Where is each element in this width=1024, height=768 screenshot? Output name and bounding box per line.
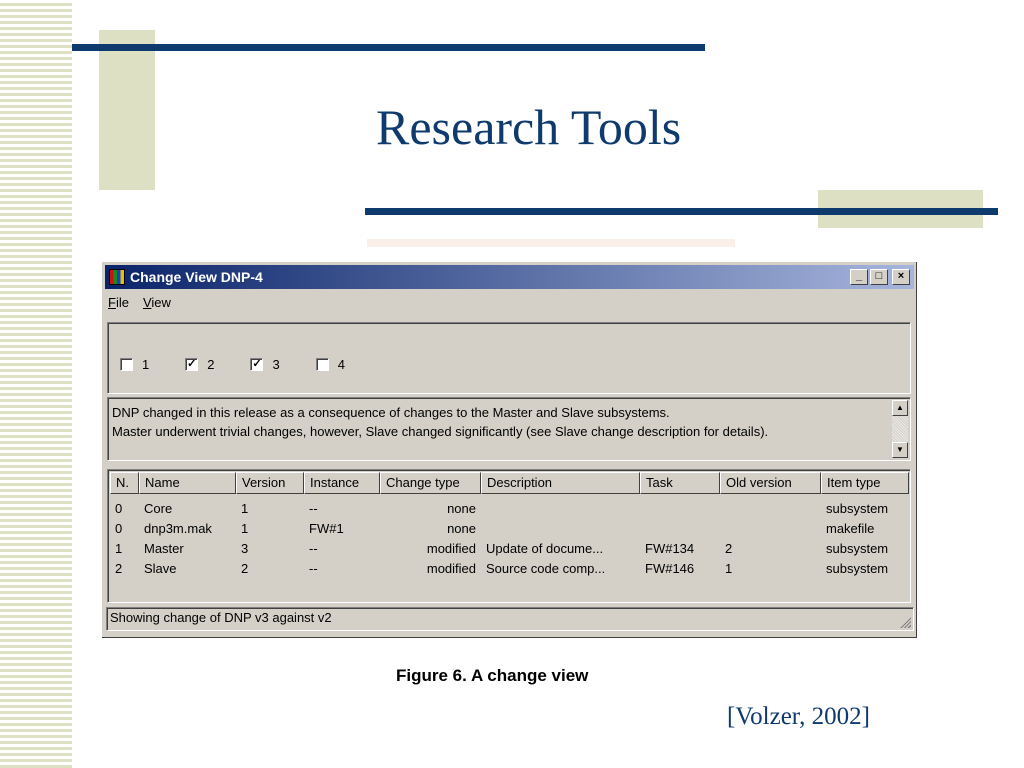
- change-items-list: [107, 469, 911, 603]
- menu-file[interactable]: File: [108, 295, 129, 310]
- cell-old-version: 2: [725, 541, 733, 556]
- checkbox-label: 3: [272, 357, 280, 372]
- version-checkbox-panel: [107, 322, 911, 394]
- column-header-name[interactable]: Name: [139, 472, 236, 494]
- cell-name: Core: [144, 501, 173, 516]
- checkbox-label: 4: [337, 357, 345, 372]
- column-header-change-type[interactable]: Change type: [380, 472, 481, 494]
- cell-item-type: subsystem: [826, 561, 889, 576]
- cell-task: FW#134: [645, 541, 695, 556]
- table-row[interactable]: [110, 519, 910, 539]
- app-icon: [109, 269, 125, 285]
- change-view-window: [101, 261, 918, 639]
- cell-version: 1: [241, 501, 249, 516]
- version-checkbox-4[interactable]: [316, 357, 345, 372]
- citation: [Volzer, 2002]: [727, 703, 870, 730]
- cell-instance: FW#1: [309, 521, 344, 536]
- column-header-task[interactable]: Task: [640, 472, 720, 494]
- cell-instance: --: [309, 561, 318, 576]
- cell-number: 1: [115, 541, 123, 556]
- cell-version: 3: [241, 541, 249, 556]
- cell-name: dnp3m.mak: [144, 521, 212, 536]
- cell-name: Slave: [144, 561, 177, 576]
- change-description-panel: [107, 397, 911, 461]
- decorative-rule-middle: [365, 208, 998, 215]
- version-checkbox-1[interactable]: [120, 357, 149, 372]
- close-button[interactable]: ×: [892, 269, 910, 285]
- cell-task: FW#146: [645, 561, 695, 576]
- status-text: Showing change of DNP v3 against v2: [110, 610, 332, 625]
- description-line-1: DNP changed in this release as a consequence of changes to the Master and Slave subsystems.: [112, 405, 670, 420]
- table-row[interactable]: [110, 559, 910, 579]
- table-row[interactable]: [110, 539, 910, 559]
- decorative-rule-top: [72, 44, 705, 51]
- cell-item-type: subsystem: [826, 541, 889, 556]
- decorative-band: [367, 239, 735, 247]
- cell-number: 0: [115, 521, 123, 536]
- cell-item-type: makefile: [826, 521, 875, 536]
- column-header-item-type[interactable]: Item type: [821, 472, 909, 494]
- checkbox-box[interactable]: [120, 358, 133, 371]
- window-titlebar[interactable]: [105, 265, 914, 289]
- menu-bar: [108, 295, 171, 310]
- cell-version: 2: [241, 561, 249, 576]
- version-checkbox-2[interactable]: [185, 357, 214, 372]
- cell-number: 2: [115, 561, 123, 576]
- version-checkbox-3[interactable]: [250, 357, 279, 372]
- window-title: Change View DNP-4: [130, 269, 263, 285]
- change-description: [112, 403, 888, 441]
- figure-caption: Figure 6. A change view: [396, 666, 589, 685]
- cell-description: Update of docume...: [486, 541, 604, 556]
- description-scrollbar[interactable]: [892, 400, 908, 458]
- cell-change-type: none: [447, 521, 476, 536]
- table-row[interactable]: [110, 499, 910, 519]
- cell-item-type: subsystem: [826, 501, 889, 516]
- column-header-old-version[interactable]: Old version: [720, 472, 821, 494]
- cell-change-type: none: [447, 501, 476, 516]
- checkbox-box[interactable]: [316, 358, 329, 371]
- cell-change-type: modified: [426, 561, 476, 576]
- window-controls: [850, 269, 910, 285]
- checkbox-label: 1: [142, 357, 150, 372]
- maximize-button[interactable]: □: [870, 269, 888, 285]
- cell-instance: --: [309, 501, 318, 516]
- cell-number: 0: [115, 501, 123, 516]
- column-header-version[interactable]: Version: [236, 472, 304, 494]
- scroll-up-icon[interactable]: ▲: [892, 400, 908, 416]
- cell-description: Source code comp...: [486, 561, 606, 576]
- cell-change-type: modified: [426, 541, 476, 556]
- status-bar: [106, 607, 914, 631]
- decorative-stripes: [0, 0, 72, 768]
- slide-title: Research Tools: [376, 99, 682, 155]
- column-header-number[interactable]: N.: [110, 472, 139, 494]
- decorative-block-left: [99, 30, 155, 190]
- description-line-2: Master underwent trivial changes, however, Slave changed significantly (see Slave change description for details).: [112, 424, 769, 439]
- scroll-down-icon[interactable]: ▼: [892, 442, 908, 458]
- checkbox-box[interactable]: ✓: [187, 358, 197, 370]
- cell-instance: --: [309, 541, 318, 556]
- checkbox-box[interactable]: ✓: [252, 358, 262, 370]
- cell-old-version: 1: [725, 561, 733, 576]
- checkbox-label: 2: [207, 357, 215, 372]
- cell-version: 1: [241, 521, 249, 536]
- resize-grip-icon[interactable]: [899, 616, 911, 628]
- column-header-instance[interactable]: Instance: [304, 472, 380, 494]
- minimize-button[interactable]: _: [850, 269, 868, 285]
- cell-name: Master: [144, 541, 184, 556]
- menu-view[interactable]: View: [142, 295, 171, 310]
- column-header-description[interactable]: Description: [481, 472, 640, 494]
